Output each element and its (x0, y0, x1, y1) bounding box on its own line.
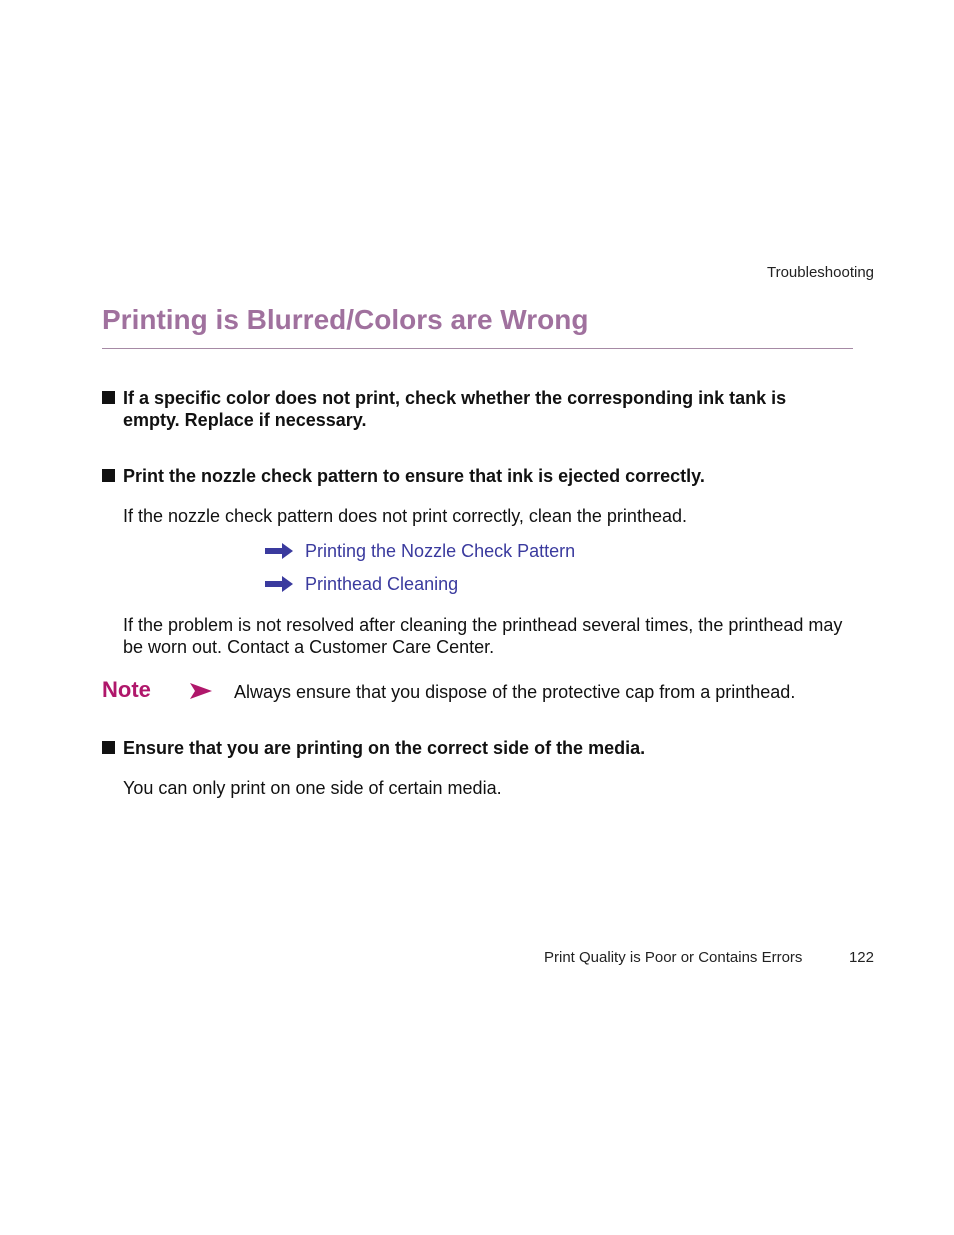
paragraph-not-resolved: If the problem is not resolved after cleaning the printhead several times, the printhead may be worn out. Contact a Customer Care Center. (123, 615, 843, 657)
bullet-text: If a specific color does not print, check whether the corresponding ink tank is empty. Replace if necessary. (123, 388, 787, 430)
right-arrow-icon (265, 543, 293, 559)
running-head: Troubleshooting (766, 264, 874, 281)
bullet-text: Print the nozzle check pattern to ensure that ink is ejected correctly. (123, 466, 705, 486)
bullet-text: Ensure that you are printing on the correct side of the media. (123, 738, 646, 758)
note-arrow-icon (190, 683, 212, 699)
square-bullet-icon (102, 741, 115, 754)
link-label[interactable]: Printing the Nozzle Check Pattern (305, 540, 576, 561)
note-label: Note (102, 677, 151, 702)
right-arrow-icon (265, 576, 293, 592)
footer-page-number: 122 (848, 949, 874, 966)
title-divider (102, 348, 853, 349)
paragraph-nozzle-clean: If the nozzle check pattern does not print correctly, clean the printhead. (123, 506, 687, 526)
note-text: Always ensure that you dispose of the protective cap from a printhead. (234, 682, 796, 702)
link-nozzle-check-pattern[interactable] (265, 539, 575, 563)
bullet-item-media-side (102, 737, 842, 759)
paragraph-one-side: You can only print on one side of certain media. (123, 778, 502, 798)
link-printhead-cleaning[interactable] (265, 572, 458, 596)
footer-section-title: Print Quality is Poor or Contains Errors (544, 949, 803, 966)
page-title: Printing is Blurred/Colors are Wrong (102, 304, 589, 335)
square-bullet-icon (102, 391, 115, 404)
bullet-item-ink-tank (102, 387, 842, 431)
bullet-item-nozzle-check (102, 465, 842, 487)
square-bullet-icon (102, 469, 115, 482)
link-label[interactable]: Printhead Cleaning (305, 573, 459, 594)
